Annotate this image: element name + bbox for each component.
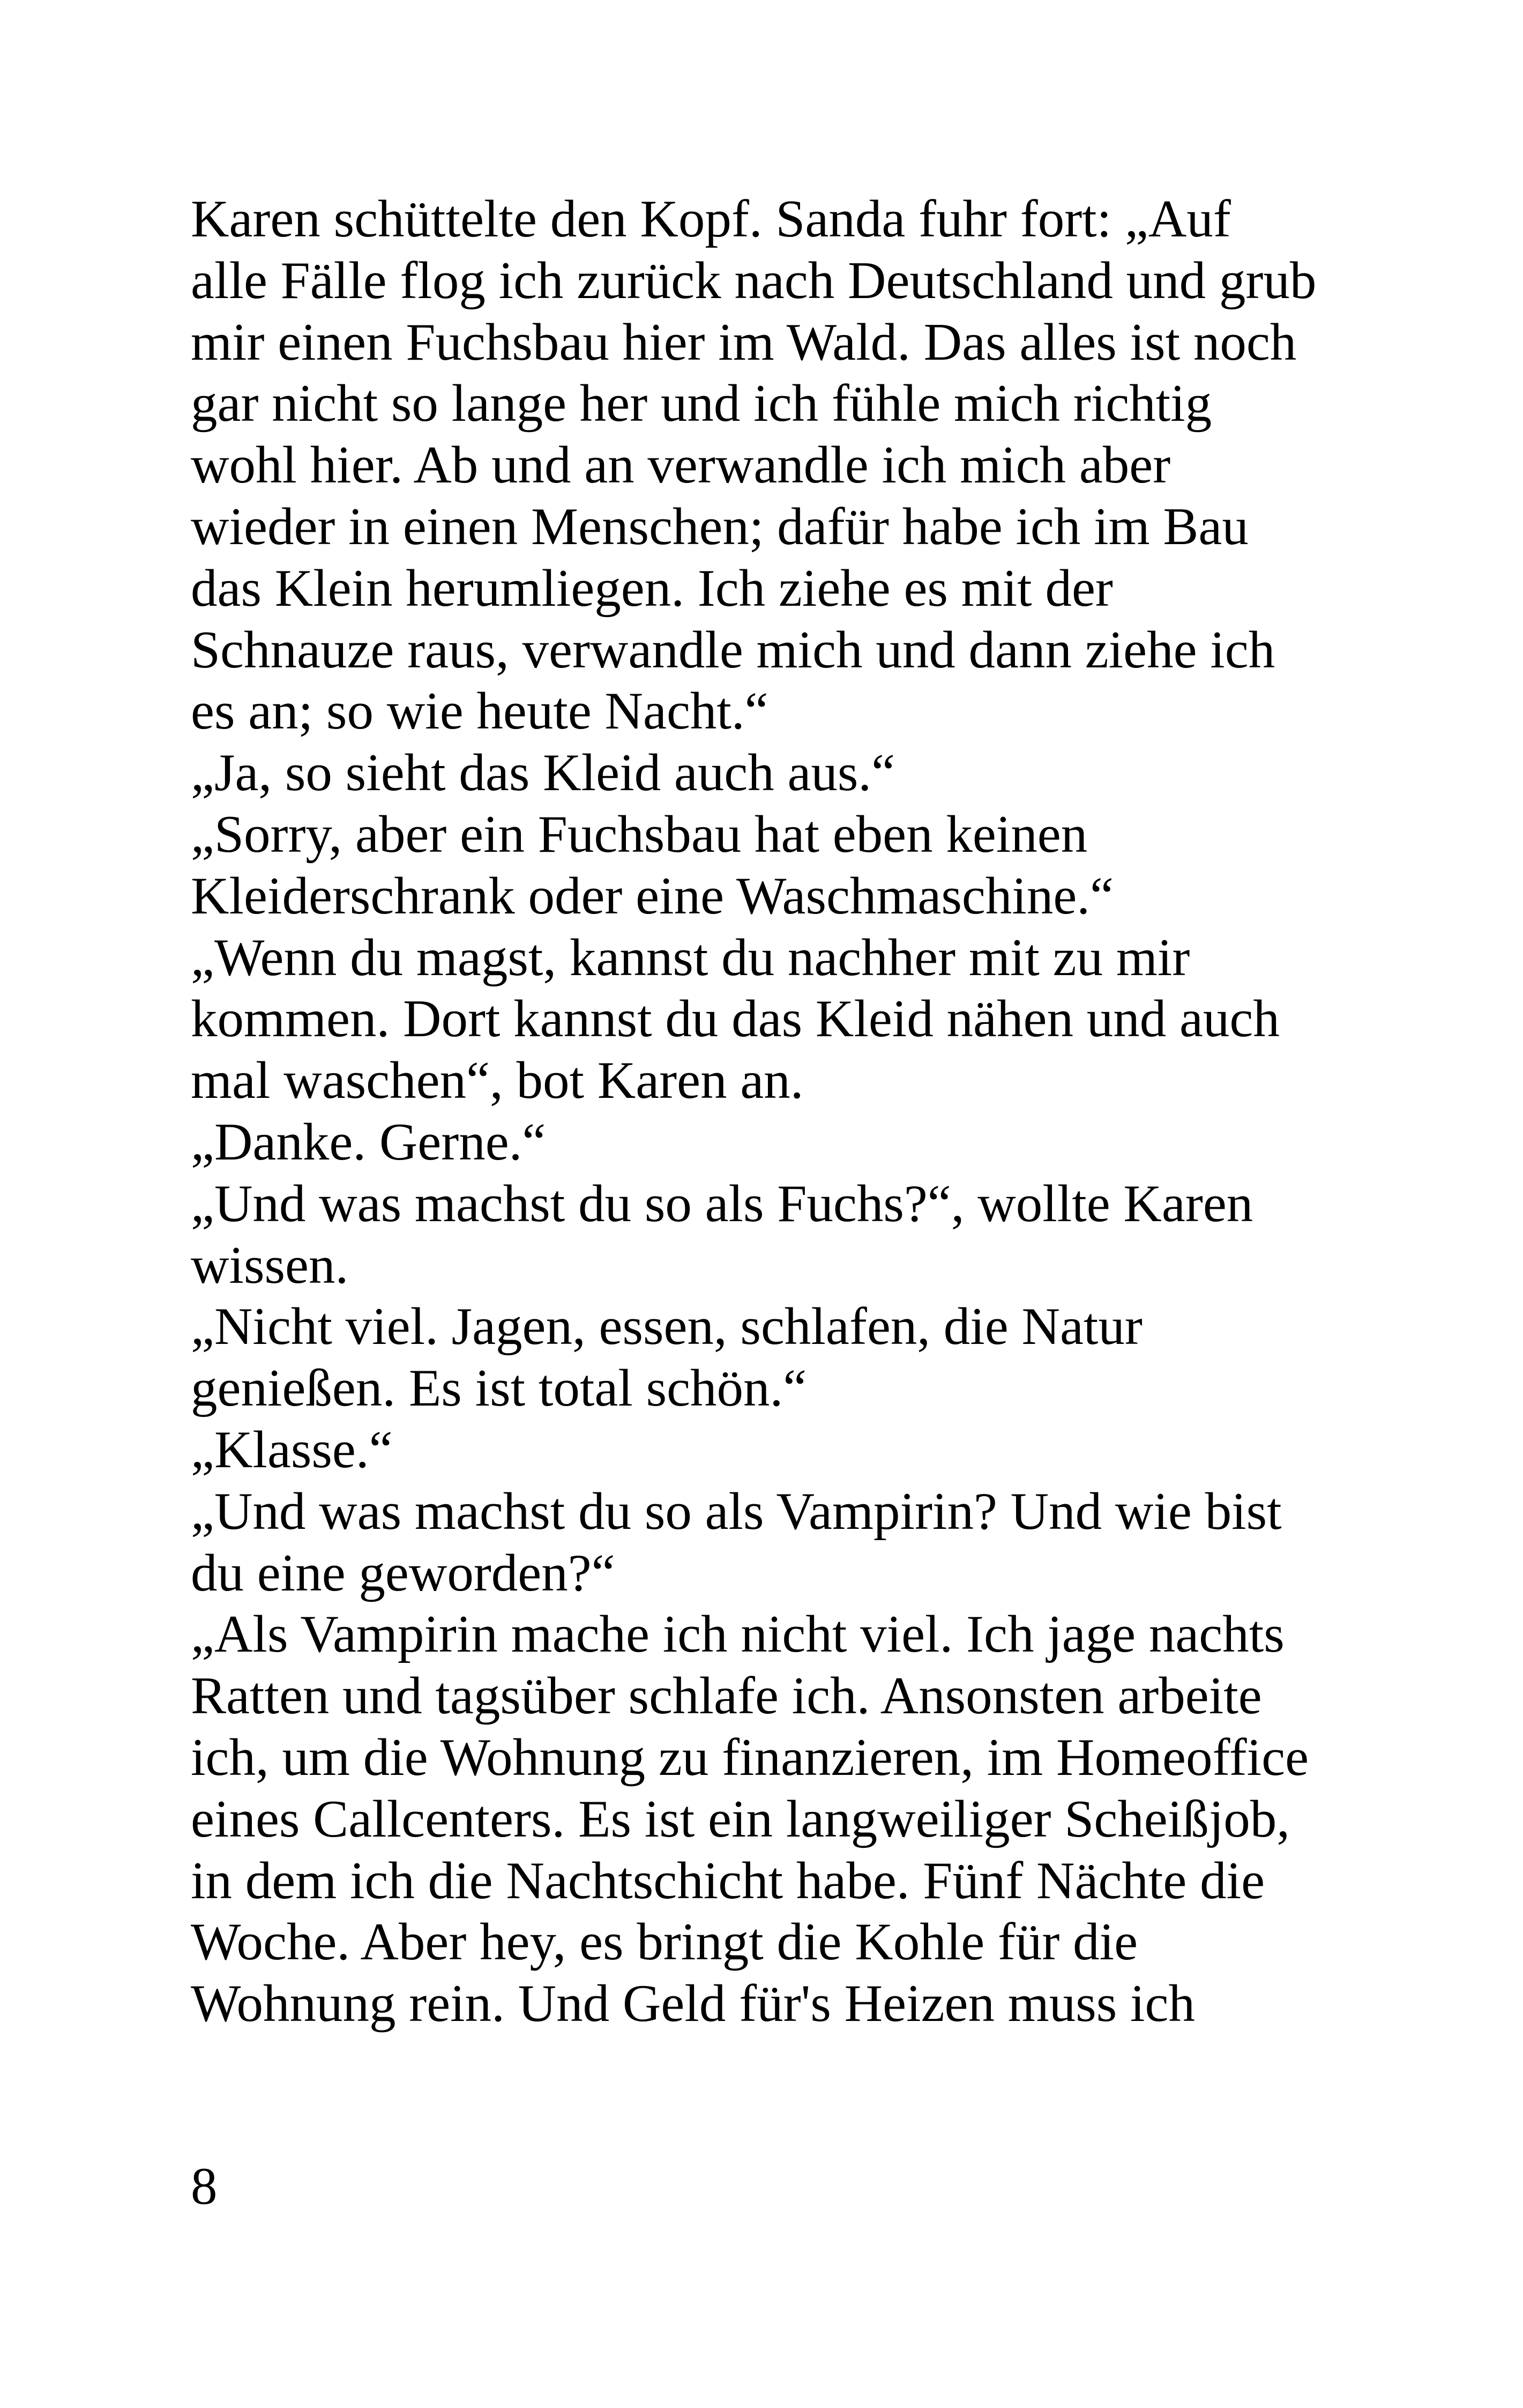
text-line: Kleiderschrank oder eine Waschmaschine.“ bbox=[191, 866, 1114, 925]
text-line: ich, um die Wohnung zu finanzieren, im Homeoffice bbox=[191, 1728, 1309, 1787]
text-line: „Und was machst du so als Fuchs?“, wollte Karen bbox=[191, 1174, 1253, 1233]
text-line: „Nicht viel. Jagen, essen, schlafen, die Natur bbox=[191, 1297, 1143, 1356]
text-line: kommen. Dort kannst du das Kleid nähen und auch bbox=[191, 990, 1280, 1049]
text-line: „Sorry, aber ein Fuchsbau hat eben keinen bbox=[191, 805, 1088, 864]
text-line: gar nicht so lange her und ich fühle mich richtig bbox=[191, 374, 1212, 433]
text-line: wohl hier. Ab und an verwandle ich mich aber bbox=[191, 436, 1171, 495]
text-line: Woche. Aber hey, es bringt die Kohle für die bbox=[191, 1913, 1138, 1972]
text-line: „Wenn du magst, kannst du nachher mit zu mir bbox=[191, 928, 1190, 987]
text-line: Wohnung rein. Und Geld für's Heizen muss ich bbox=[191, 1974, 1195, 2033]
body-text bbox=[191, 189, 1370, 2035]
text-line: mir einen Fuchsbau hier im Wald. Das alles ist noch bbox=[191, 313, 1297, 371]
page-number: 8 bbox=[191, 2157, 218, 2216]
text-line: in dem ich die Nachtschicht habe. Fünf Nächte die bbox=[191, 1851, 1265, 1910]
text-line: genießen. Es ist total schön.“ bbox=[191, 1359, 807, 1418]
text-line: „Klasse.“ bbox=[191, 1420, 393, 1479]
text-line: du eine geworden?“ bbox=[191, 1543, 615, 1602]
text-line: „Als Vampirin mache ich nicht viel. Ich jage nachts bbox=[191, 1605, 1285, 1664]
text-line: „Und was machst du so als Vampirin? Und wie bist bbox=[191, 1482, 1282, 1541]
text-line: das Klein herumliegen. Ich ziehe es mit der bbox=[191, 559, 1113, 618]
text-line: wissen. bbox=[191, 1236, 349, 1295]
text-line: Schnauze raus, verwandle mich und dann ziehe ich bbox=[191, 620, 1275, 679]
text-line: alle Fälle flog ich zurück nach Deutschland und grub bbox=[191, 251, 1317, 310]
text-line: wieder in einen Menschen; dafür habe ich im Bau bbox=[191, 497, 1249, 556]
text-line: es an; so wie heute Nacht.“ bbox=[191, 682, 768, 741]
text-line: mal waschen“, bot Karen an. bbox=[191, 1051, 804, 1110]
text-line: „Ja, so sieht das Kleid auch aus.“ bbox=[191, 744, 895, 802]
text-line: eines Callcenters. Es ist ein langweiliger Scheißjob, bbox=[191, 1789, 1290, 1848]
text-line: Karen schüttelte den Kopf. Sanda fuhr fort: „Auf bbox=[191, 190, 1231, 248]
text-line: „Danke. Gerne.“ bbox=[191, 1112, 546, 1171]
text-line: Ratten und tagsüber schlafe ich. Ansonsten arbeite bbox=[191, 1667, 1262, 1726]
